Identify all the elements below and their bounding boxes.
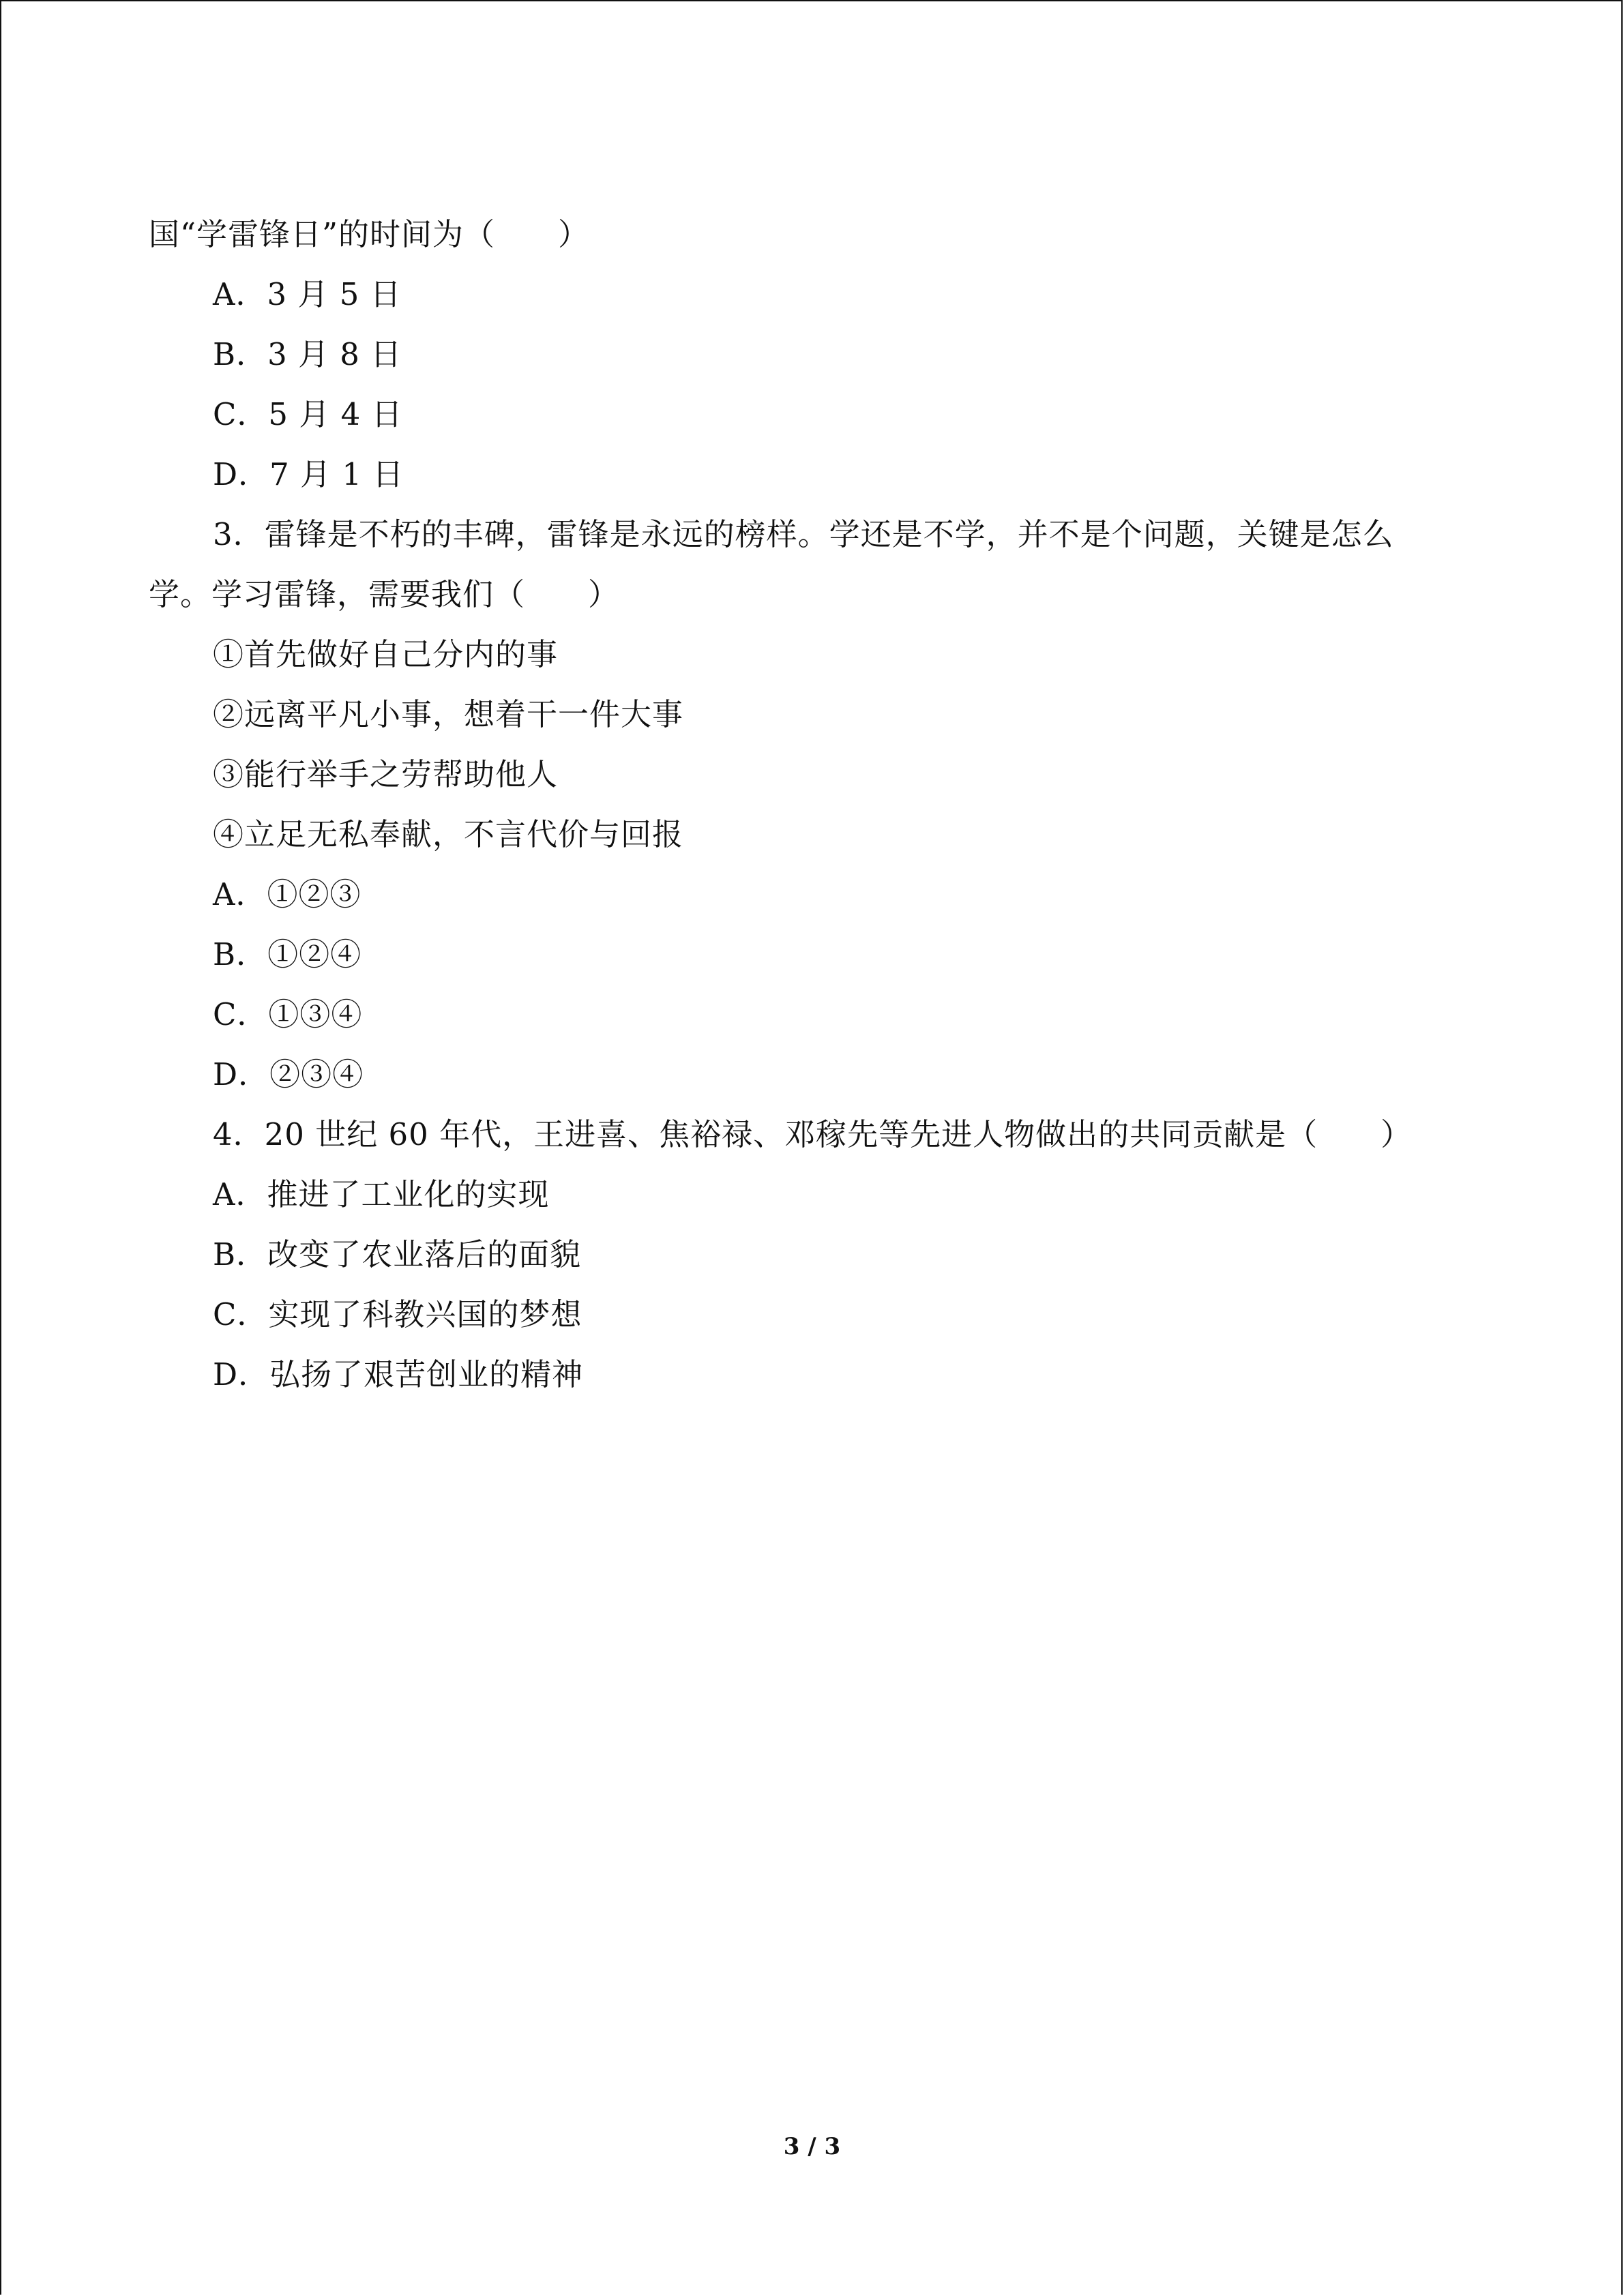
q3-option-c: C．①③④: [213, 996, 363, 1032]
q3-option-b: B．①②④: [213, 936, 362, 972]
q2-option-d: D．7 月 1 日: [213, 456, 404, 492]
q3-option-a: A．①②③: [213, 876, 361, 912]
q3-statement-1: ①首先做好自己分内的事: [213, 636, 559, 672]
q2-option-b: B．3 月 8 日: [213, 336, 402, 372]
q3-statement-4: ④立足无私奉献，不言代价与回报: [213, 816, 684, 852]
question-3-stem: 3．雷锋是不朽的丰碑，雷锋是永远的榜样。学还是不学，并不是个问题，关键是怎么: [213, 516, 1394, 552]
q4-option-b: B．改变了农业落后的面貌: [213, 1236, 582, 1272]
q3-statement-2: ②远离平凡小事，想着干一件大事: [213, 696, 684, 732]
q3-option-d: D．②③④: [213, 1056, 364, 1092]
question-4-stem: 4．20 世纪 60 年代，王进喜、焦裕禄、邓稼先等先进人物做出的共同贡献是（ ）: [213, 1116, 1413, 1152]
question-3-stem-continuation: 学。学习雷锋，需要我们（ ）: [149, 576, 620, 612]
q2-option-c: C．5 月 4 日: [213, 396, 403, 432]
page-number: 3 / 3: [783, 2133, 841, 2160]
q4-option-a: A．推进了工业化的实现: [213, 1176, 550, 1212]
q2-option-a: A．3 月 5 日: [213, 276, 402, 312]
question-2-continuation: 国“学雷锋日”的时间为（ ）: [149, 216, 590, 252]
q3-statement-3: ③能行举手之劳帮助他人: [213, 756, 559, 792]
q4-option-c: C．实现了科教兴国的梦想: [213, 1296, 582, 1332]
q4-option-d: D．弘扬了艰苦创业的精神: [213, 1356, 584, 1392]
